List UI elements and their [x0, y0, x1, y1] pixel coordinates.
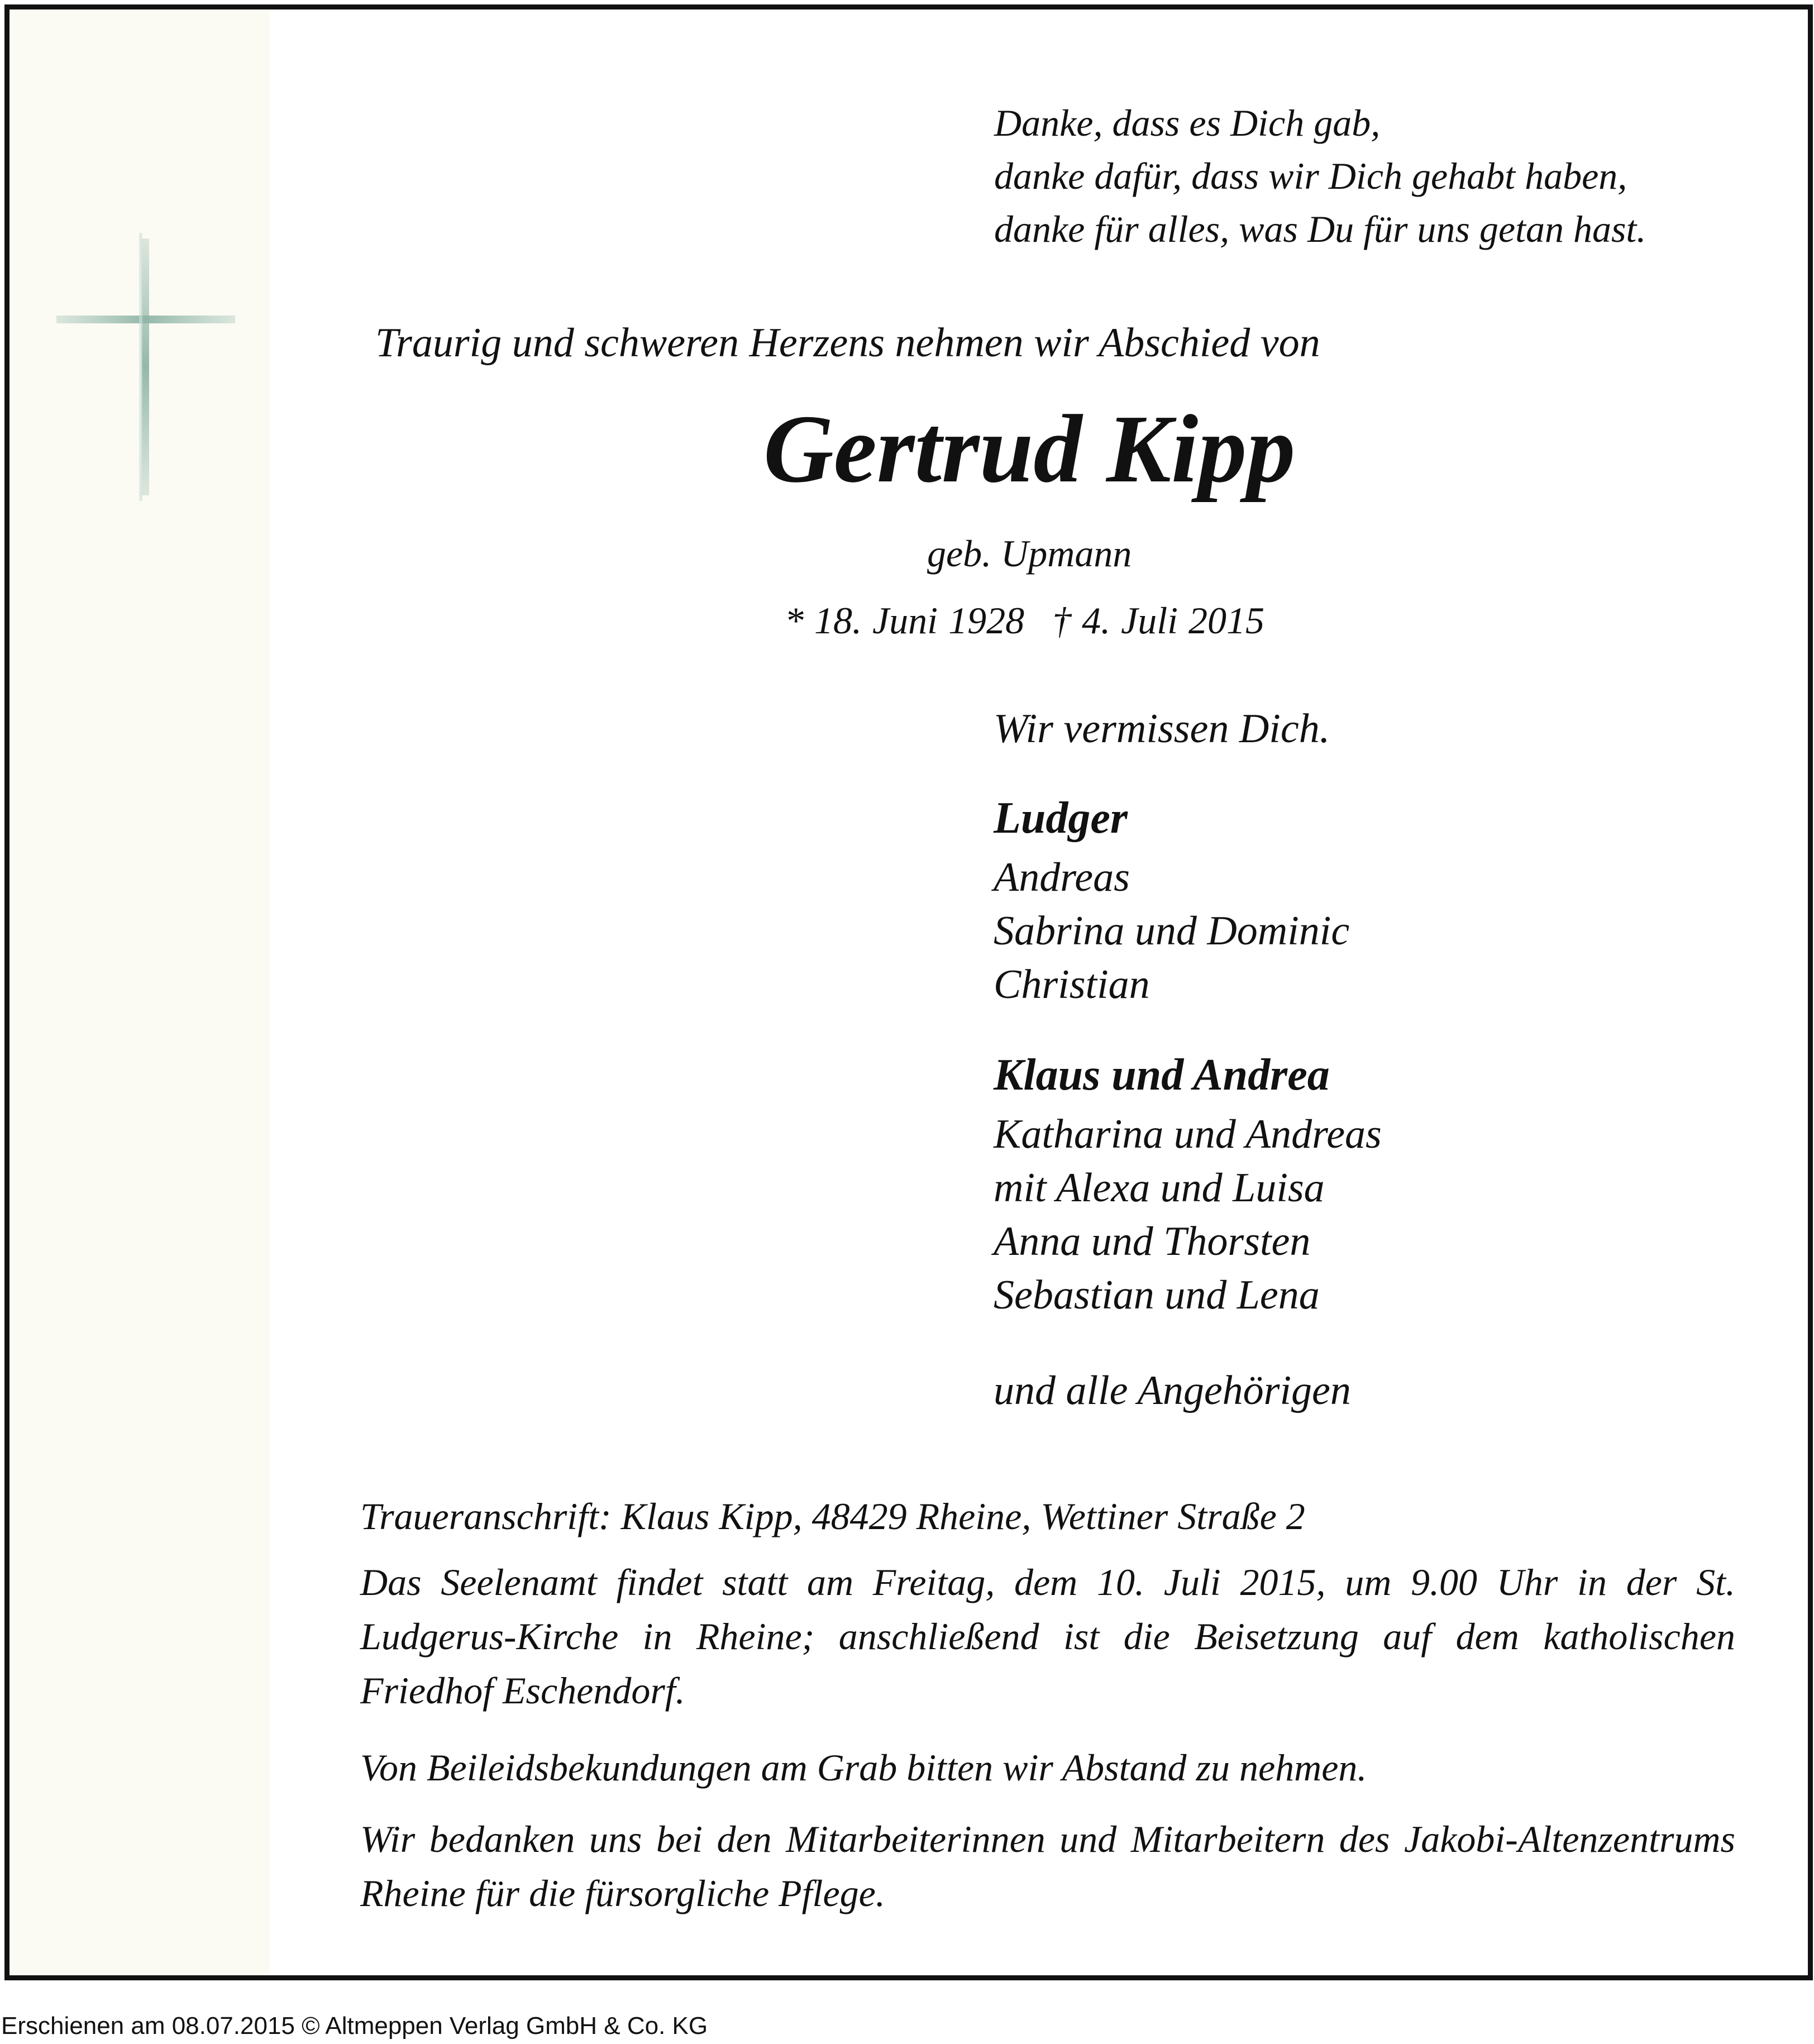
family-head: Klaus und Andrea — [994, 1050, 1330, 1100]
poem — [994, 97, 1646, 256]
family-member: Anna und Thorsten — [994, 1219, 1311, 1264]
service-info: Das Seelenamt findet statt am Freitag, dem 10. Juli 2015, um 9.00 Uhr in der St. Ludgerus-Kirche in Rheine; anschließend ist die Beisetzung auf dem katholischen Friedhof Eschendorf. — [360, 1561, 1735, 1712]
publication-footer: Erschienen am 08.07.2015 © Altmeppen Verlag GmbH & Co. KG — [1, 2012, 708, 2040]
family-head: Ludger — [994, 794, 1128, 843]
mourning-address: Traueranschrift: Klaus Kipp, 48429 Rheine, Wettiner Straße 2 — [360, 1495, 1305, 1537]
obituary-frame — [4, 4, 1813, 1980]
family-member: Christian — [994, 962, 1150, 1007]
cross-icon — [9, 9, 270, 512]
relatives-text: und alle Angehörigen — [994, 1368, 1351, 1413]
birth-name: geb. Upmann — [927, 532, 1132, 575]
death-date: † 4. Juli 2015 — [1052, 599, 1265, 642]
intro-text: Traurig und schweren Herzens nehmen wir Abschied von — [375, 320, 1320, 366]
family-member: Andreas — [994, 854, 1130, 900]
missing-line — [994, 702, 1330, 756]
family-member: Katharina und Andreas — [994, 1111, 1382, 1157]
poem-line: Danke, dass es Dich gab, — [994, 102, 1381, 144]
life-dates — [785, 599, 1265, 642]
family-member: Sebastian und Lena — [994, 1272, 1320, 1318]
birth-date: * 18. Juni 1928 — [785, 599, 1025, 642]
condolence-note: Von Beileidsbekundungen am Grab bitten wir Abstand zu nehmen. — [360, 1746, 1367, 1789]
missing-text: Wir vermissen Dich. — [994, 706, 1330, 752]
family-member: Sabrina und Dominic — [994, 908, 1350, 954]
relatives-line — [994, 1364, 1351, 1417]
side-panel — [9, 9, 270, 1975]
thanks-note: Wir bedanken uns bei den Mitarbeiterinnen und Mitarbeitern des Jakobi-Altenzentrums Rheine für die fürsorgliche Pflege. — [360, 1818, 1735, 1914]
deceased-name: Gertrud Kipp — [763, 395, 1296, 503]
poem-line: danke für alles, was Du für uns getan hast. — [994, 208, 1646, 250]
poem-line: danke dafür, dass wir Dich gehabt haben, — [994, 155, 1627, 197]
family-member: mit Alexa und Luisa — [994, 1165, 1325, 1211]
family-group-klaus — [994, 1048, 1382, 1322]
family-group-ludger — [994, 791, 1349, 1011]
